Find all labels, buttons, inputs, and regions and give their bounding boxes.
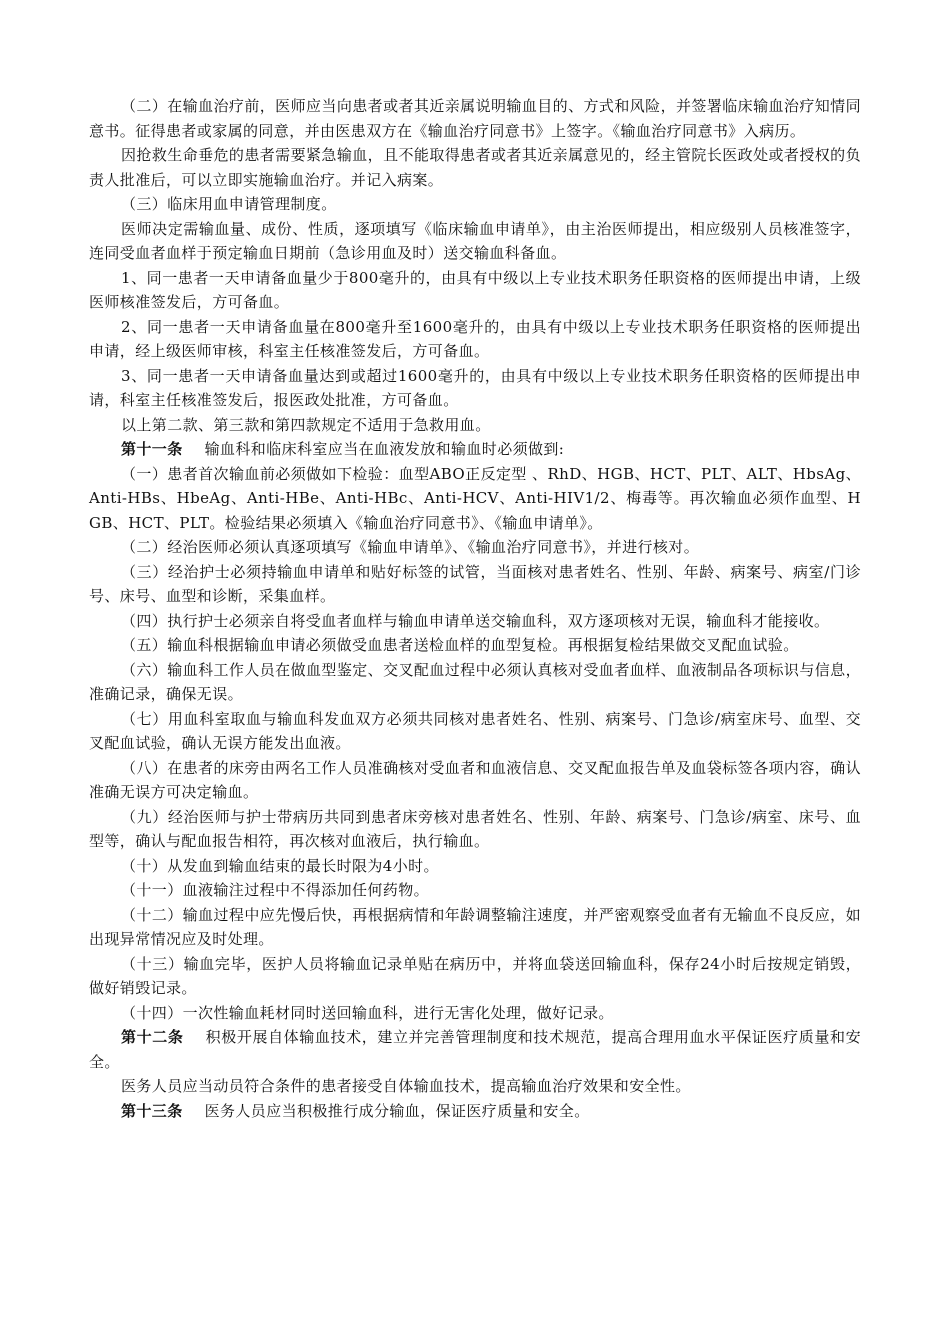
paragraph-item-3: [89, 560, 861, 609]
paragraph-text: （七）用血科室取血与输血科发血双方必须共同核对患者姓名、性别、病案号、门急诊/病室床号、血型、交叉配血试验，确认无误方能发出血液。: [89, 709, 861, 752]
paragraph-item-7: [89, 707, 861, 756]
article-13: [89, 1099, 861, 1124]
paragraph-section-3: [89, 192, 861, 217]
paragraph-text: 输血科和临床科室应当在血液发放和输血时必须做到:: [204, 440, 565, 458]
paragraph-rule-3: [89, 364, 861, 413]
paragraph-text: （九）经治医师与护士带病历共同到患者床旁核对患者姓名、性别、年龄、病案号、门急诊/病室、床号、血型等，确认与配血报告相符，再次核对血液后，执行输血。: [89, 807, 861, 850]
paragraph-item-13: [89, 952, 861, 1001]
article-11: [89, 437, 861, 462]
paragraph-text: 1、同一患者一天申请备血量少于800毫升的，由具有中级以上专业技术职务任职资格的医师提出申请，上级医师核准签发后，方可备血。: [89, 268, 861, 311]
paragraph-text: 3、同一患者一天申请备血量达到或超过1600毫升的，由具有中级以上专业技术职务任职资格的医师提出申请，科室主任核准签发后，报医政处批准，方可备血。: [89, 366, 861, 409]
paragraph-text: （二）在输血治疗前，医师应当向患者或者其近亲属说明输血目的、方式和风险，并签署临床输血治疗知情同意书。征得患者或家属的同意，并由医患双方在《输血治疗同意书》上签字。《输血治疗同意书》入病历。: [89, 97, 861, 140]
paragraph-item-4: [89, 609, 861, 634]
paragraph-item-1: [89, 462, 861, 536]
paragraph-text: （十三）输血完毕，医护人员将输血记录单贴在病历中，并将血袋送回输血科，保存24小时后按规定销毁，做好销毁记录。: [89, 954, 861, 997]
paragraph-text: 以上第二款、第三款和第四款规定不适用于急救用血。: [121, 415, 491, 434]
paragraph-item-11: [89, 878, 861, 903]
paragraph-text: （三）经治护士必须持输血申请单和贴好标签的试管，当面核对患者姓名、性别、年龄、病案号、病室/门诊号、床号、血型和诊断，采集血样。: [89, 562, 861, 605]
paragraph-rule-1: [89, 266, 861, 315]
paragraph-item-10: [89, 854, 861, 879]
paragraph-consent: [89, 94, 861, 143]
paragraph-item-14: [89, 1001, 861, 1026]
paragraph-item-6: [89, 658, 861, 707]
paragraph-text: 医务人员应当积极推行成分输血，保证医疗质量和安全。: [204, 1101, 590, 1120]
article-number: 第十一条: [121, 440, 183, 458]
paragraph-autologous: [89, 1074, 861, 1099]
article-number: 第十二条: [121, 1028, 184, 1046]
article-number: 第十三条: [121, 1101, 183, 1120]
paragraph-text: （六）输血科工作人员在做血型鉴定、交叉配血过程中必须认真核对受血者血样、血液制品各项标识与信息，准确记录，确保无误。: [89, 660, 861, 703]
paragraph-text: （五）输血科根据输血申请必须做受血患者送检血样的血型复检。再根据复检结果做交叉配血试验。: [121, 636, 799, 654]
paragraph-text: （二）经治医师必须认真逐项填写《输血申请单》、《输血治疗同意书》，并进行核对。: [121, 538, 700, 556]
paragraph-text: 医师决定需输血量、成份、性质，逐项填写《临床输血申请单》，由主治医师提出，相应级别人员核准签字，连同受血者血样于预定输血日期前（急诊用血及时）送交输血科备血。: [89, 219, 861, 262]
paragraph-item-12: [89, 903, 861, 952]
paragraph-item-8: [89, 756, 861, 805]
document-body: [89, 94, 861, 1123]
paragraph-text: 2、同一患者一天申请备血量在800毫升至1600毫升的，由具有中级以上专业技术职务任职资格的医师提出申请，经上级医师审核，科室主任核准签发后，方可备血。: [89, 317, 861, 360]
paragraph-text: （四）执行护士必须亲自将受血者血样与输血申请单送交输血科，双方逐项核对无误，输血科才能接收。: [121, 611, 830, 630]
paragraph-text: （一）患者首次输血前必须做如下检验：血型ABO正反定型 、RhD、HGB、HCT、PLT、ALT、HbsAg、Anti-HBs、HbeAg、Anti-HBe、Anti-HBc、Anti-HCV、Anti-HIV1/2、梅毒等。再次输血必须作血型、HGB、HCT、PLT。检验结果必须填入《输血治疗同意书》、《输血申请单》。: [89, 464, 861, 532]
paragraph-item-2: [89, 535, 861, 560]
paragraph-text: 积极开展自体输血技术，建立并完善管理制度和技术规范，提高合理用血水平保证医疗质量和安全。: [89, 1028, 861, 1071]
paragraph-text: 医务人员应当动员符合条件的患者接受自体输血技术，提高输血治疗效果和安全性。: [121, 1077, 691, 1095]
paragraph-exception: [89, 413, 861, 438]
article-12: [89, 1025, 861, 1074]
paragraph-rule-2: [89, 315, 861, 364]
paragraph-text: 因抢救生命垂危的患者需要紧急输血，且不能取得患者或者其近亲属意见的，经主管院长医政处或者授权的负责人批准后，可以立即实施输血治疗。并记入病案。: [89, 146, 861, 189]
paragraph-text: （八）在患者的床旁由两名工作人员准确核对受血者和血液信息、交叉配血报告单及血袋标签各项内容，确认准确无误方可决定输血。: [89, 758, 861, 801]
paragraph-item-5: [89, 633, 861, 658]
paragraph-emergency: [89, 143, 861, 192]
paragraph-item-9: [89, 805, 861, 854]
paragraph-application: [89, 217, 861, 266]
paragraph-text: （十一）血液输注过程中不得添加任何药物。: [121, 881, 430, 899]
paragraph-text: （十四）一次性输血耗材同时送回输血科，进行无害化处理，做好记录。: [121, 1003, 614, 1022]
paragraph-text: （十二）输血过程中应先慢后快，再根据病情和年龄调整输注速度，并严密观察受血者有无输血不良反应，如出现异常情况应及时处理。: [89, 905, 861, 948]
paragraph-text: （三）临床用血申请管理制度。: [121, 195, 337, 213]
paragraph-text: （十）从发血到输血结束的最长时限为4小时。: [121, 856, 439, 875]
